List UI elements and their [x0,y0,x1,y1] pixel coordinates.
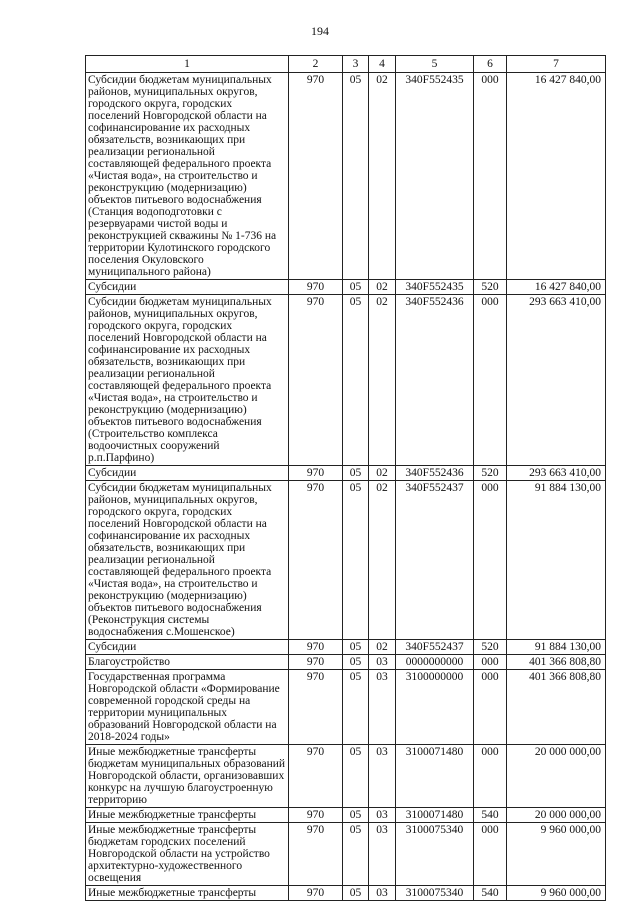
cell-csr: 340F552435 [396,280,474,295]
cell-rz: 05 [343,823,369,886]
cell-pr: 03 [369,886,396,901]
cell-sum: 401 366 808,80 [507,655,606,670]
table-row [86,670,606,745]
cell-pr: 02 [369,280,396,295]
cell-gr: 970 [289,295,343,466]
cell-pr: 02 [369,73,396,280]
cell-gr: 970 [289,886,343,901]
header-cell-name: 1 [86,56,289,73]
cell-gr: 970 [289,640,343,655]
cell-gr: 970 [289,808,343,823]
cell-sum: 293 663 410,00 [507,295,606,466]
cell-rz: 05 [343,640,369,655]
cell-csr: 3100075340 [396,886,474,901]
cell-sum: 9 960 000,00 [507,823,606,886]
cell-vr: 540 [474,886,507,901]
cell-rz: 05 [343,655,369,670]
cell-gr: 970 [289,466,343,481]
cell-gr: 970 [289,655,343,670]
cell-rz: 05 [343,295,369,466]
header-cell-vr: 6 [474,56,507,73]
cell-gr: 970 [289,823,343,886]
cell-name: Субсидии бюджетам муниципальных районов, муниципальных округов, городского округа, городских поселений Новгородской области на софинансирование их расходных обязательств, возникающих при реализации региональной составляющей федерального проекта «Чистая вода», на строительство и реконструкцию (модернизацию) объектов питьевого водоснабжения (Станция водоподготовки с резервуарами чистой воды и реконструкцией скважины № 1-736 на территории Кулотинского городского поселения Окуловского муниципального района) [86,73,289,280]
cell-pr: 03 [369,655,396,670]
table-row [86,466,606,481]
cell-pr: 02 [369,640,396,655]
cell-rz: 05 [343,670,369,745]
cell-vr: 520 [474,640,507,655]
cell-csr: 340F552436 [396,295,474,466]
header-cell-csr: 5 [396,56,474,73]
budget-table [85,55,606,901]
table-row [86,655,606,670]
cell-pr: 03 [369,670,396,745]
cell-sum: 16 427 840,00 [507,280,606,295]
cell-sum: 91 884 130,00 [507,640,606,655]
table-row [86,808,606,823]
cell-name: Субсидии бюджетам муниципальных районов, муниципальных округов, городского округа, городских поселений Новгородской области на софинансирование их расходных обязательств, возникающих при реализации региональной составляющей федерального проекта «Чистая вода», на строительство и реконструкцию (модернизацию) объектов питьевого водоснабжения (Строительство комплекса водоочистных сооружений р.п.Парфино) [86,295,289,466]
header-cell-sum: 7 [507,56,606,73]
cell-name: Иные межбюджетные трансферты бюджетам городских поселений Новгородской области на устройство архитектурно-художественного освещения [86,823,289,886]
cell-sum: 91 884 130,00 [507,481,606,640]
cell-name: Субсидии бюджетам муниципальных районов, муниципальных округов, городского округа, городских поселений Новгородской области на софинансирование их расходных обязательств, возникающих при реализации региональной составляющей федерального проекта «Чистая вода», на строительство и реконструкцию (модернизацию) объектов питьевого водоснабжения (Реконструкция системы водоснабжения с.Мошенское) [86,481,289,640]
cell-csr: 3100071480 [396,808,474,823]
cell-vr: 520 [474,466,507,481]
cell-pr: 03 [369,745,396,808]
table-row [86,640,606,655]
cell-rz: 05 [343,808,369,823]
cell-csr: 340F552437 [396,481,474,640]
table-row [86,481,606,640]
table-row [86,886,606,901]
cell-csr: 3100000000 [396,670,474,745]
cell-pr: 02 [369,466,396,481]
cell-pr: 03 [369,808,396,823]
cell-name: Иные межбюджетные трансферты [86,808,289,823]
cell-vr: 000 [474,295,507,466]
cell-sum: 293 663 410,00 [507,466,606,481]
cell-csr: 340F552435 [396,73,474,280]
cell-name: Субсидии [86,280,289,295]
cell-vr: 520 [474,280,507,295]
cell-csr: 3100071480 [396,745,474,808]
cell-rz: 05 [343,886,369,901]
cell-pr: 02 [369,481,396,640]
cell-pr: 03 [369,823,396,886]
cell-csr: 340F552436 [396,466,474,481]
table-row [86,73,606,280]
cell-pr: 02 [369,295,396,466]
cell-vr: 000 [474,73,507,280]
cell-sum: 16 427 840,00 [507,73,606,280]
cell-vr: 000 [474,655,507,670]
cell-rz: 05 [343,466,369,481]
table-row [86,280,606,295]
cell-name: Субсидии [86,640,289,655]
cell-gr: 970 [289,670,343,745]
cell-sum: 9 960 000,00 [507,886,606,901]
table-row [86,745,606,808]
cell-vr: 540 [474,808,507,823]
cell-name: Субсидии [86,466,289,481]
page-number: 194 [311,24,329,38]
cell-vr: 000 [474,670,507,745]
table-row [86,823,606,886]
cell-sum: 20 000 000,00 [507,808,606,823]
header-cell-pr: 4 [369,56,396,73]
cell-name: Государственная программа Новгородской области «Формирование современной городской среды на территории муниципальных образований Новгородской области на 2018-2024 годы» [86,670,289,745]
header-cell-gr: 2 [289,56,343,73]
cell-csr: 3100075340 [396,823,474,886]
table-row [86,295,606,466]
cell-vr: 000 [474,823,507,886]
cell-rz: 05 [343,280,369,295]
cell-gr: 970 [289,73,343,280]
cell-sum: 401 366 808,80 [507,670,606,745]
cell-name: Иные межбюджетные трансферты бюджетам муниципальных образований Новгородской области, организовавших конкурс на лучшую благоустроенную территорию [86,745,289,808]
cell-sum: 20 000 000,00 [507,745,606,808]
cell-csr: 0000000000 [396,655,474,670]
cell-vr: 000 [474,745,507,808]
cell-gr: 970 [289,745,343,808]
table-header-row [86,56,606,73]
cell-vr: 000 [474,481,507,640]
cell-rz: 05 [343,73,369,280]
cell-name: Благоустройство [86,655,289,670]
cell-gr: 970 [289,280,343,295]
cell-rz: 05 [343,745,369,808]
cell-rz: 05 [343,481,369,640]
header-cell-rz: 3 [343,56,369,73]
cell-csr: 340F552437 [396,640,474,655]
cell-name: Иные межбюджетные трансферты [86,886,289,901]
cell-gr: 970 [289,481,343,640]
